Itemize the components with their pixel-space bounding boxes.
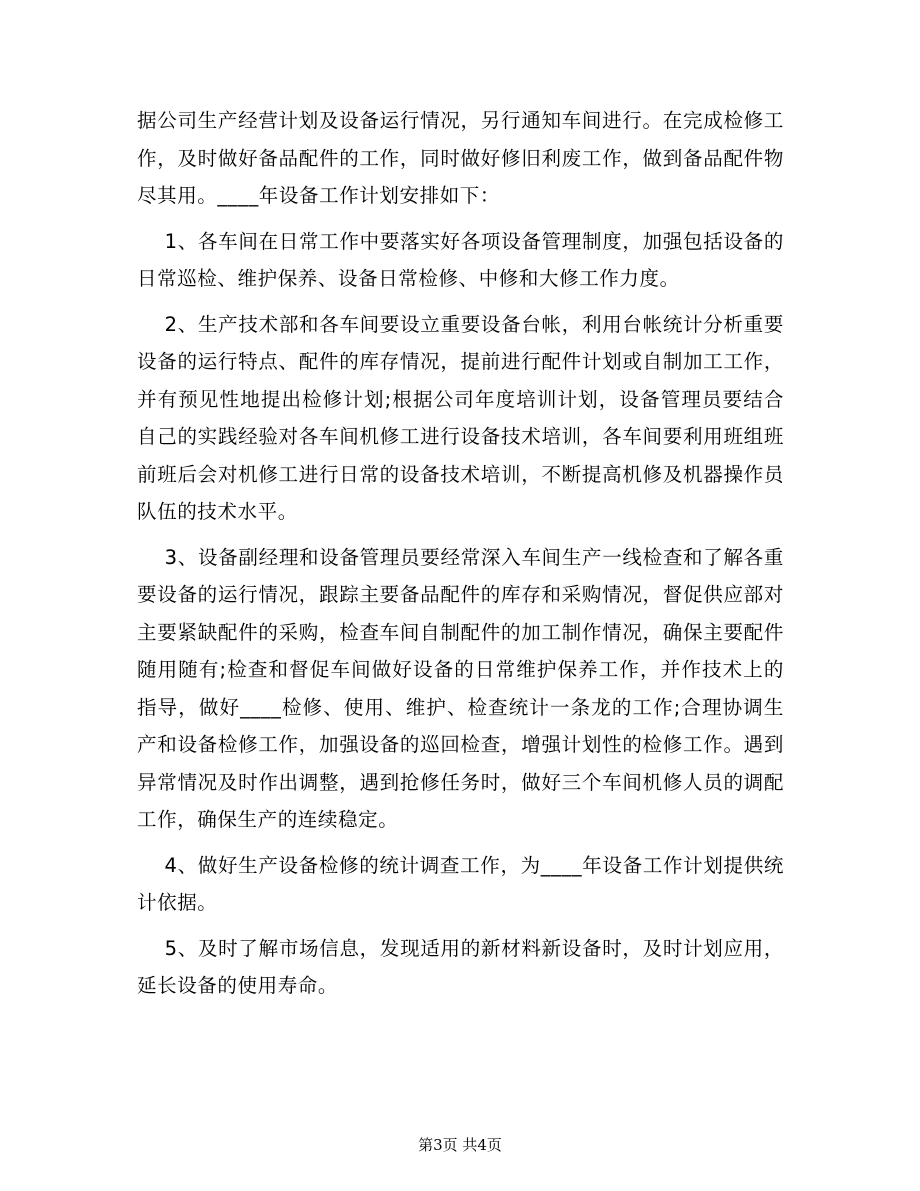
page-number-footer: 第3页 共4页 bbox=[418, 1136, 502, 1154]
paragraph-item-1: 1、各车间在日常工作中要落实好各项设备管理制度，加强包括设备的日常巡检、维护保养、设备日常检修、中修和大修工作力度。 bbox=[137, 229, 784, 290]
paragraph-item-2: 2、生产技术部和各车间要设立重要设备台帐，利用台帐统计分析重要设备的运行特点、配件的库存情况，提前进行配件计划或自制加工工作，并有预见性地提出检修计划;根据公司年度培训计划，设备管理员要结合自己的实践经验对各车间机修工进行设备技术培训，各车间要利用班组班前班后会对机修工进行日常的设备技术培训，不断提高机修及机器操作员队伍的技术水平。 bbox=[137, 312, 784, 523]
paragraph-item-3: 3、设备副经理和设备管理员要经常深入车间生产一线检查和了解各重要设备的运行情况，跟踪主要备品配件的库存和采购情况，督促供应部对主要紧缺配件的采购，检查车间自制配件的加工制作情况，确保主要配件随用随有;检查和督促车间做好设备的日常维护保养工作，并作技术上的指导，做好____检修、使用、维护、检查统计一条龙的工作;合理协调生产和设备检修工作，加强设备的巡回检查，增强计划性的检修工作。遇到异常情况及时作出调整，遇到抢修任务时，做好三个车间机修人员的调配工作，确保生产的连续稳定。 bbox=[137, 545, 784, 831]
paragraph-continuation: 据公司生产经营计划及设备运行情况，另行通知车间进行。在完成检修工作，及时做好备品配件的工作，同时做好修旧利废工作，做到备品配件物尽其用。____年设备工作计划安排如下： bbox=[137, 109, 784, 207]
document-body bbox=[137, 102, 784, 1013]
paragraph-item-4: 4、做好生产设备检修的统计调查工作，为____年设备工作计划提供统计依据。 bbox=[137, 853, 784, 914]
paragraph-item-5: 5、及时了解市场信息，发现适用的新材料新设备时，及时计划应用，延长设备的使用寿命。 bbox=[137, 936, 784, 997]
